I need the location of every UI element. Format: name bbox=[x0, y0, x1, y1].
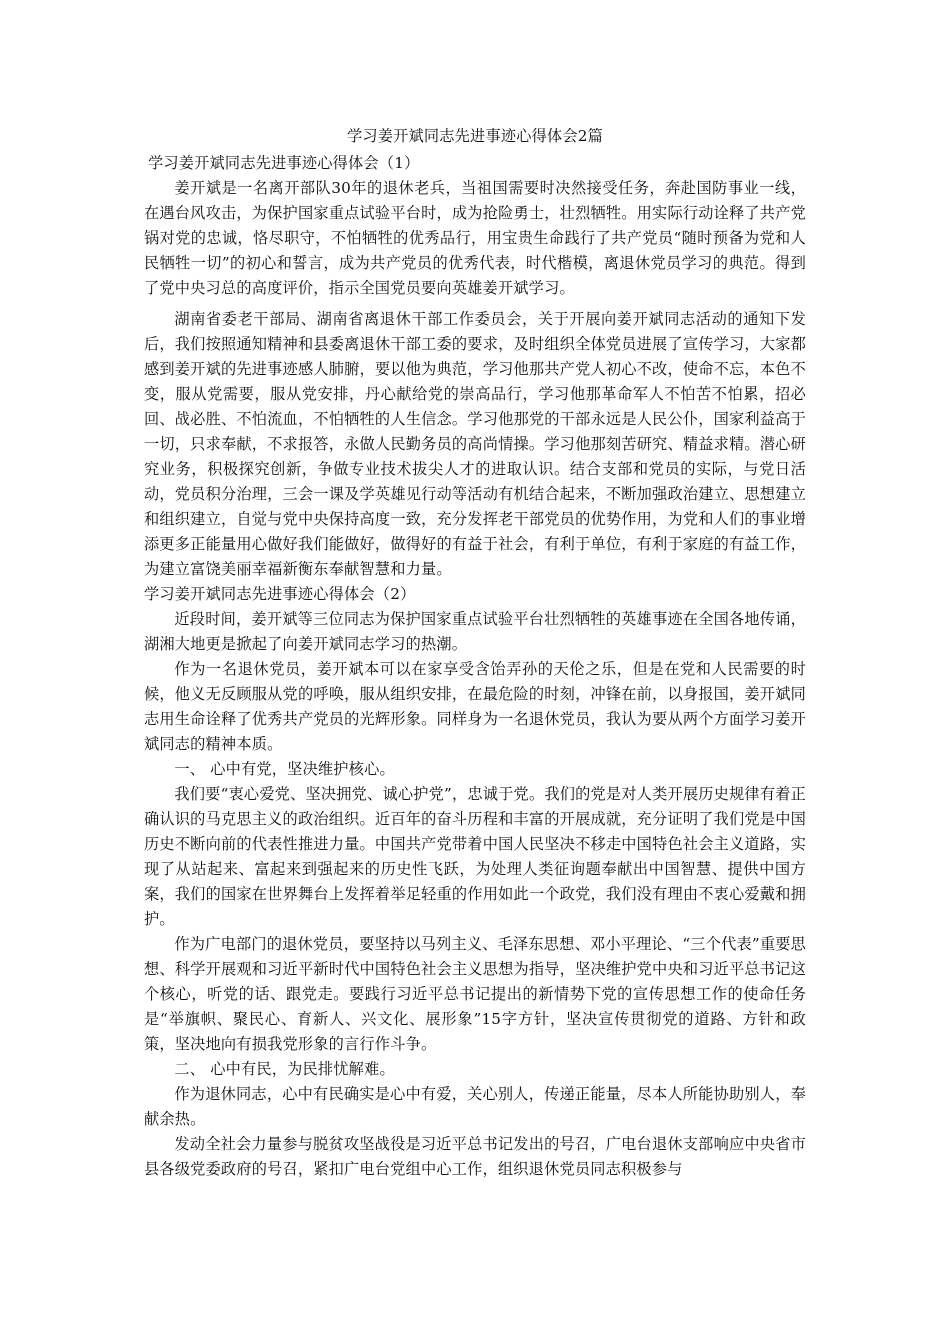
section-2-paragraph-3: 我们要“衷心爱党、坚决拥党、诚心护党”，忠诚于党。我们的党是对人类开展历史规律有着正确认识的马克思主义的政治组织。近百年的奋斗历程和丰富的开展成就，充分证明了我们党是中国历史不断向前的代表性推进力量。中国共产党带着中国人民坚决不移走中国特色社会主义道路，实现了从站起来、富起来到强起来的历史性飞跃，为处理人类征询题奉献出中国智慧、提供中国方案，我们的国家在世界舞台上发挥着举足轻重的作用如此一个政党，我们没有理由不衷心爱戴和拥护。 bbox=[144, 785, 806, 928]
section-2-paragraph-5: 作为退休同志，心中有民确实是心中有爱，关心别人，传递正能量，尽本人所能协助别人，奉献余热。 bbox=[144, 1085, 806, 1128]
section-1-paragraph-2: 湖南省委老干部局、湖南省离退休干部工作委员会，关于开展向姜开斌同志活动的通知下发后，我们按照通知精神和县委离退休干部工委的要求，及时组织全体党员进展了宣传学习，大家都感到姜开斌的先进事迹感人肺腑，要以他为典范，学习他那共产党人初心不改，使命不忘，本色不变，服从党需要，服从党安排，丹心献给党的崇高品行，学习他那革命军人不怕苦不怕累，招必回、战必胜、不怕流血，不怕牺牲的人生信念。学习他那党的干部永远是人民公仆，国家利益高于一切，只求奉献，不求报答，永做人民勤务员的高尚情操。学习他那刻苦研究、精益求精。潜心研究业务，积极探究创新，争做专业技术拔尖人才的进取认识。结合支部和党员的实际，与党日活动，党员积分治理，三会一课及学英雄见行动等活动有机结合起来，不断加强政治建立、思想建立和组织建立，自觉与党中央保持高度一致，充分发挥老干部党员的优势作用，为党和人们的事业增添更多正能量用心做好我们能做好，做得好的有益于社会，有利于单位，有利于家庭的有益工作，为建立富饶美丽幸福新衡东奉献智慧和力量。 bbox=[144, 310, 806, 578]
document-body bbox=[144, 124, 806, 1182]
section-2-subheading-1: 一、 心中有党，坚决维护核心。 bbox=[174, 760, 395, 778]
section-2-subheading-2: 二、 心中有民，为民排忧解难。 bbox=[174, 1060, 395, 1078]
section-2-heading: 学习姜开斌同志先进事迹心得体会（2） bbox=[144, 585, 416, 603]
section-1-paragraph-1: 姜开斌是一名离开部队30年的退休老兵，当祖国需要时决然接受任务，奔赴国防事业一线，在遇台风攻击，为保护国家重点试验平台时，成为抢险勇士，壮烈牺牲。用实际行动诠释了共产党锅对党的忠诚，恪尽职守，不怕牺牲的优秀品行，用宝贵生命践行了共产党员“随时预备为党和人民牺牲一切”的初心和誓言，成为共产党员的优秀代表，时代楷模，离退休党员学习的典范。得到了党中央习总的高度评价，指示全国党员要向英雄姜开斌学习。 bbox=[144, 179, 806, 297]
section-2-paragraph-1: 近段时间，姜开斌等三位同志为保护国家重点试验平台壮烈牺牲的英雄事迹在全国各地传诵，湖湘大地更是掀起了向姜开斌同志学习的热潮。 bbox=[144, 610, 806, 653]
document-title: 学习姜开斌同志先进事迹心得体会2篇 bbox=[346, 127, 604, 145]
section-2-paragraph-6: 发动全社会力量参与脱贫攻坚战役是习近平总书记发出的号召，广电台退休支部响应中央省市县各级党委政府的号召，紧扣广电台党组中心工作，组织退休党员同志积极参与 bbox=[144, 1135, 806, 1178]
section-1-heading: 学习姜开斌同志先进事迹心得体会（1） bbox=[148, 154, 420, 172]
section-2-paragraph-4: 作为广电部门的退休党员，要坚持以马列主义、毛泽东思想、邓小平理论、“三个代表”重要思想、科学开展观和习近平新时代中国特色社会主义思想为指导，坚决维护党中央和习近平总书记这个核心，听党的话、跟党走。要践行习近平总书记提出的新情势下党的宣传思想工作的使命任务是“举旗帜、聚民心、育新人、兴文化、展形象”15字方针，坚决宣传贯彻党的道路、方针和政策，坚决地向有损我党形象的言行作斗争。 bbox=[144, 935, 806, 1053]
section-2-paragraph-2: 作为一名退休党员，姜开斌本可以在家享受含饴弄孙的天伦之乐，但是在党和人民需要的时候，他义无反顾服从党的呼唤，服从组织安排，在最危险的时刻，冲锋在前，以身报国，姜开斌同志用生命诠释了优秀共产党员的光辉形象。同样身为一名退休党员，我认为要从两个方面学习姜开斌同志的精神本质。 bbox=[144, 660, 806, 753]
